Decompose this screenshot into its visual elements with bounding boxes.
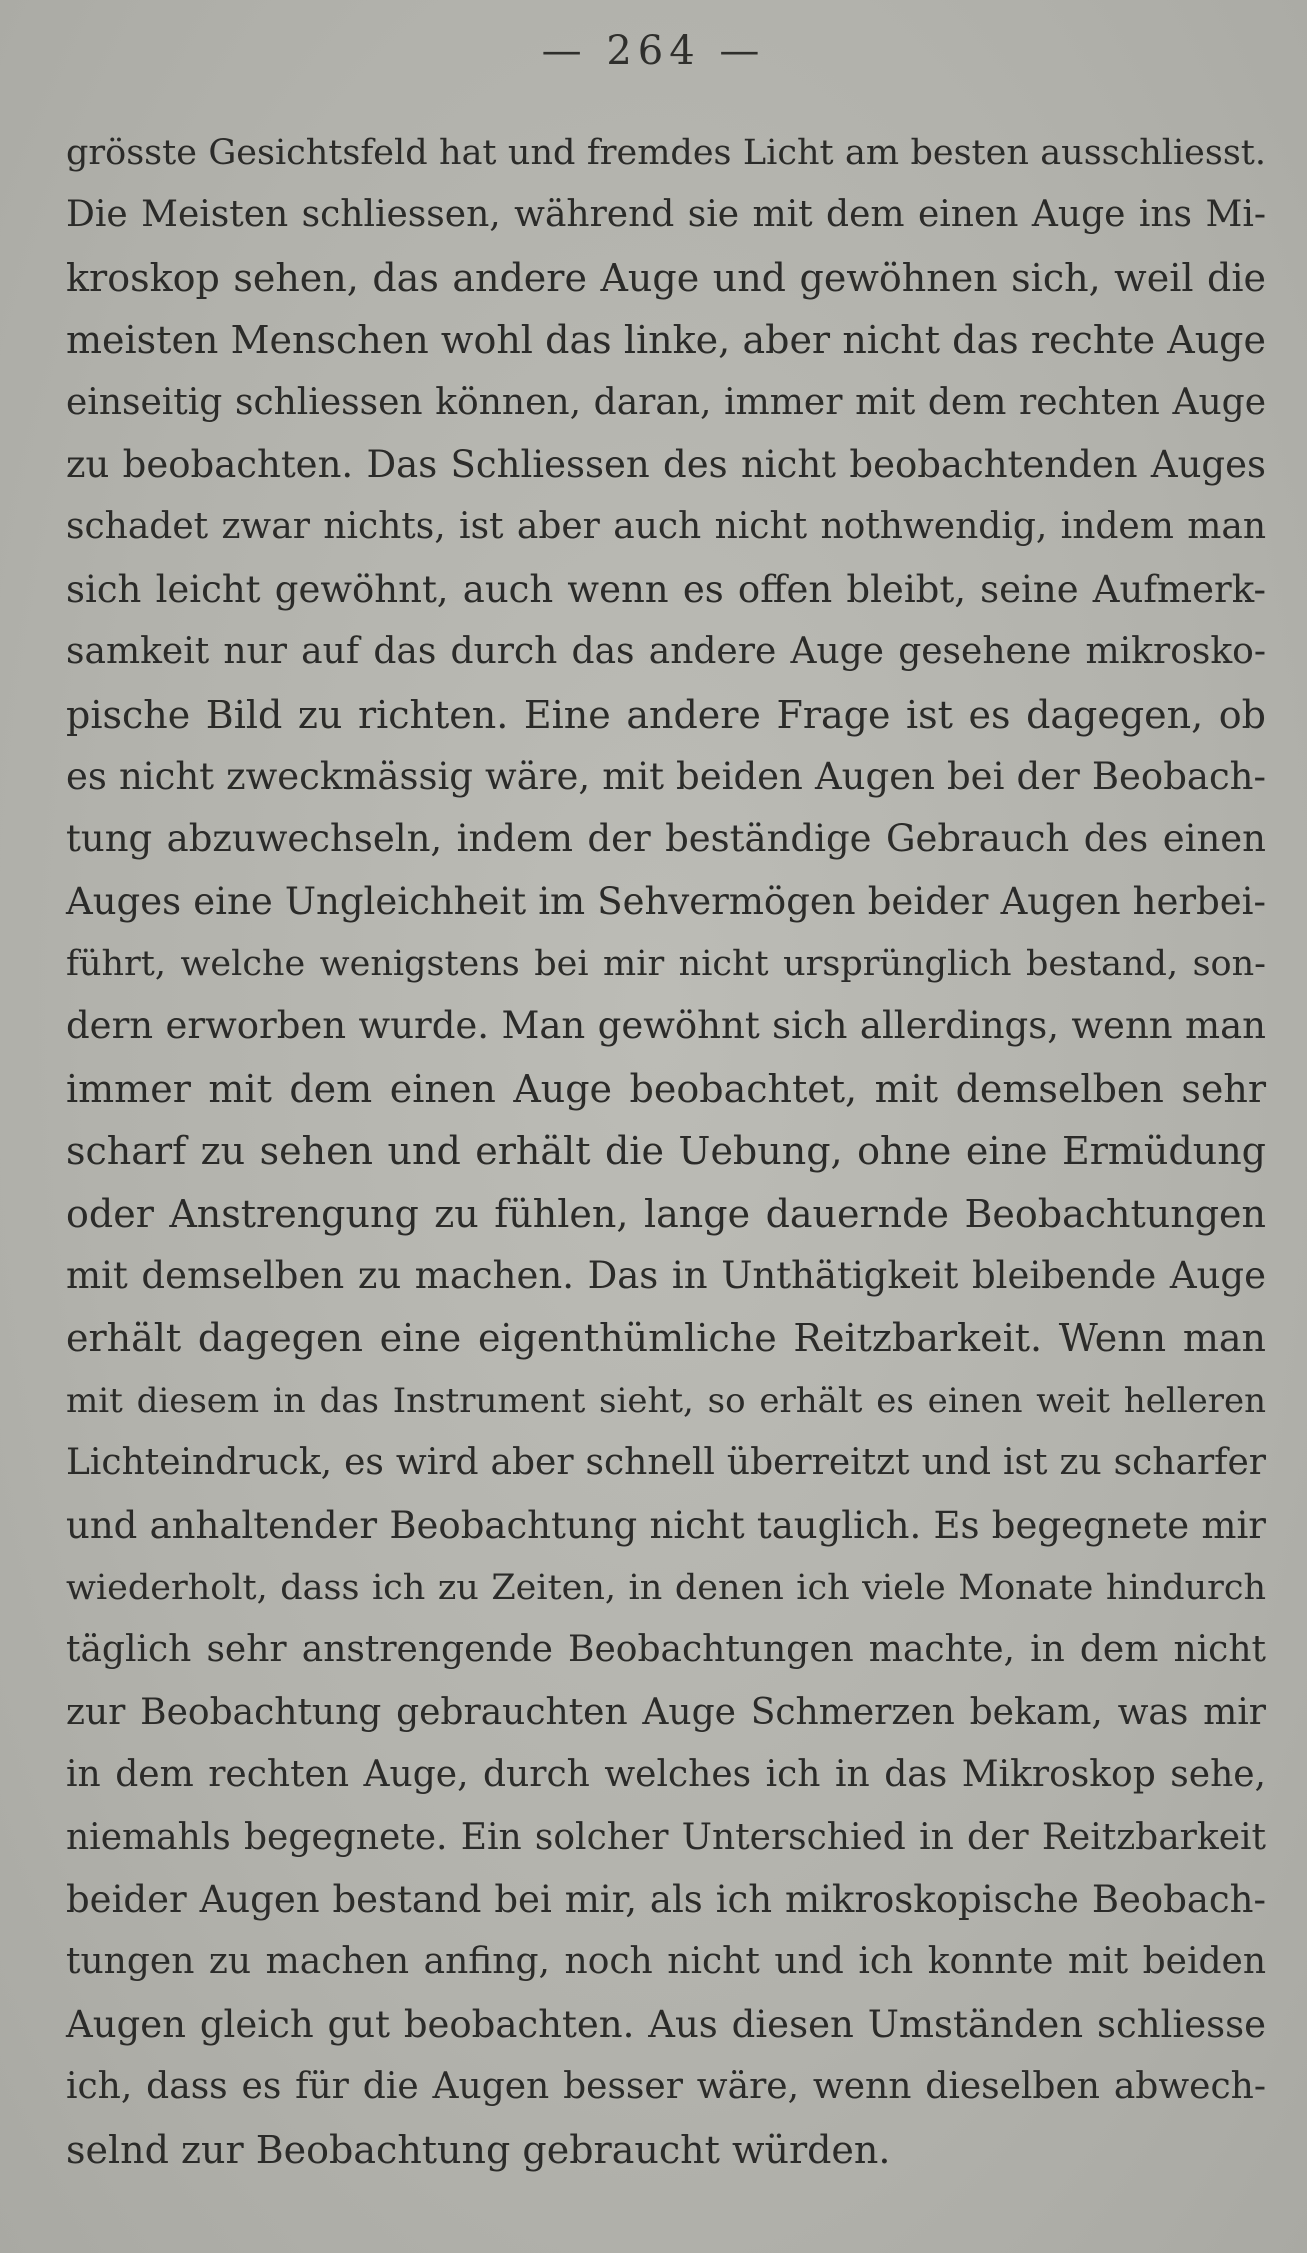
text-line: oder Anstrengung zu fühlen, lange dauernde Beobachtungen xyxy=(66,1191,1266,1236)
text-line: zur Beobachtung gebrauchten Auge Schmerzen bekam, was mir xyxy=(66,1691,1266,1733)
text-line: tung abzuwechseln, indem der beständige Gebrauch des einen xyxy=(66,817,1266,861)
text-line: pische Bild zu richten. Eine andere Frage ist es dagegen, ob xyxy=(66,692,1266,737)
text-line: mit diesem in das Instrument sieht, so erhält es einen weit helleren xyxy=(66,1380,1266,1421)
text-line: in dem rechten Auge, durch welches ich in das Mikroskop sehe, xyxy=(66,1754,1266,1796)
text-line: sich leicht gewöhnt, auch wenn es offen bleibt, seine Aufmerk- xyxy=(66,567,1266,611)
text-line: kroskop sehen, das andere Auge und gewöhnen sich, weil die xyxy=(66,255,1266,300)
text-line: immer mit dem einen Auge beobachtet, mit demselben sehr xyxy=(66,1066,1266,1111)
text-line: Auges eine Ungleichheit im Sehvermögen beider Augen herbei- xyxy=(66,879,1266,923)
text-line: Lichteindruck, es wird aber schnell überreitzt und ist zu scharfer xyxy=(66,1442,1266,1484)
text-line: niemahls begegnete. Ein solcher Unterschied in der Reitzbarkeit xyxy=(66,1816,1266,1858)
text-line: ich, dass es für die Augen besser wäre, wenn dieselben abwech- xyxy=(66,2066,1266,2108)
text-line: wiederholt, dass ich zu Zeiten, in denen ich viele Monate hindurch xyxy=(66,1567,1266,1608)
text-line: täglich sehr anstrengende Beobachtungen machte, in dem nicht xyxy=(66,1629,1266,1671)
text-line-last: selnd zur Beobachtung gebraucht würden. xyxy=(66,2127,891,2172)
text-line: samkeit nur auf das durch das andere Auge gesehene mikrosko- xyxy=(66,631,1266,673)
text-line: grösste Gesichtsfeld hat und fremdes Licht am besten ausschliesst. xyxy=(66,133,1266,173)
text-line: zu beobachten. Das Schliessen des nicht beobachtenden Auges xyxy=(66,442,1266,486)
text-line: führt, welche wenigstens bei mir nicht ursprünglich bestand, son- xyxy=(66,944,1266,985)
text-line: es nicht zweckmässig wäre, mit beiden Augen bei der Beobach- xyxy=(66,754,1266,798)
body-text xyxy=(66,122,1266,2181)
text-line: dern erworben wurde. Man gewöhnt sich allerdings, wenn man xyxy=(66,1004,1266,1048)
text-line: mit demselben zu machen. Das in Unthätigkeit bleibende Auge xyxy=(66,1254,1266,1298)
text-line: einseitig schliessen können, daran, immer mit dem rechten Auge xyxy=(66,381,1266,423)
text-line: meisten Menschen wohl das linke, aber nicht das rechte Auge xyxy=(66,318,1266,363)
text-line: beider Augen bestand bei mir, als ich mikroskopische Beobach- xyxy=(66,1877,1266,1921)
text-line: erhält dagegen eine eigenthümliche Reitzbarkeit. Wenn man xyxy=(66,1316,1266,1361)
text-line: scharf zu sehen und erhält die Uebung, ohne eine Ermüdung xyxy=(66,1129,1266,1174)
text-line: schadet zwar nichts, ist aber auch nicht nothwendig, indem man xyxy=(66,506,1266,548)
page-number: — 264 — xyxy=(541,28,766,74)
text-line: Augen gleich gut beobachten. Aus diesen Umständen schliesse xyxy=(66,2002,1266,2046)
text-line: Die Meisten schliessen, während sie mit dem einen Auge ins Mi- xyxy=(66,194,1266,236)
text-line: und anhaltender Beobachtung nicht tauglich. Es begegnete mir xyxy=(66,1503,1266,1547)
text-line: tungen zu machen anfing, noch nicht und ich konnte mit beiden xyxy=(66,1941,1266,1983)
